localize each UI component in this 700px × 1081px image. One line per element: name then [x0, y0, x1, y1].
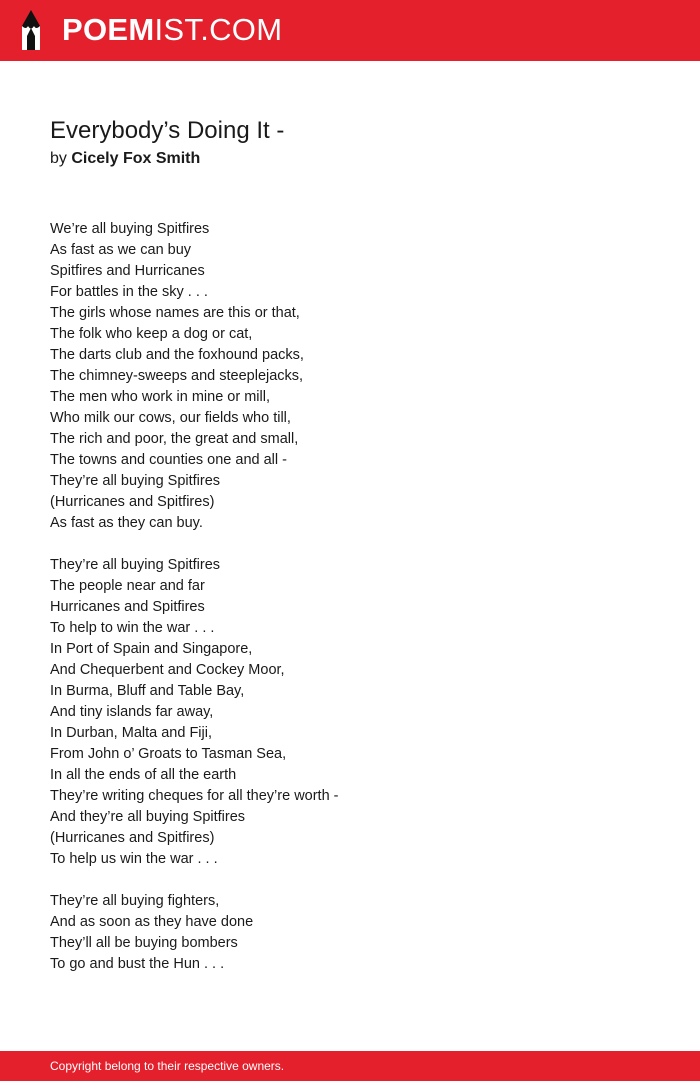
poem-line: For battles in the sky . . . [50, 284, 208, 300]
logo-text-bold: POEM [62, 12, 155, 47]
copyright-text: Copyright belong to their respective owners. [50, 1059, 285, 1073]
poem-line: In Port of Spain and Singapore, [50, 641, 253, 657]
poem-line: The rich and poor, the great and small, [50, 431, 299, 447]
poem-line: The men who work in mine or mill, [50, 389, 270, 405]
poem-line: The people near and far [50, 578, 205, 594]
poem-line: And they’re all buying Spitfires [50, 809, 246, 825]
poem-line: To help us win the war . . . [50, 851, 218, 867]
poem-line: In Burma, Bluff and Table Bay, [50, 683, 245, 699]
site-footer [0, 1051, 700, 1081]
poem-line: We’re all buying Spitfires [50, 221, 210, 237]
poem-line: They’re all buying Spitfires [50, 557, 221, 573]
logo-text-light: IST.COM [154, 12, 283, 47]
poem-line: The chimney-sweeps and steeplejacks, [50, 368, 304, 384]
poem-line: As fast as they can buy. [50, 515, 203, 531]
site-header [0, 0, 700, 61]
poem-line: Who milk our cows, our fields who till, [50, 410, 291, 426]
poem-line: And as soon as they have done [50, 914, 254, 930]
poem-stanza [50, 219, 339, 534]
poem-line: In Durban, Malta and Fiji, [50, 725, 212, 741]
poem-line: They’re writing cheques for all they’re worth - [50, 788, 339, 804]
poem-line: Hurricanes and Spitfires [50, 599, 205, 615]
poem-line: The darts club and the foxhound packs, [50, 347, 304, 363]
poem-line: In all the ends of all the earth [50, 767, 237, 783]
poem-title: Everybody’s Doing It - [50, 117, 285, 144]
site-logo-link[interactable] [62, 12, 282, 48]
poem-line: To help to win the war . . . [50, 620, 215, 636]
poem-line: The folk who keep a dog or cat, [50, 326, 253, 342]
poem-line: They’re all buying Spitfires [50, 473, 221, 489]
poem-line: Spitfires and Hurricanes [50, 263, 205, 279]
poem-line: (Hurricanes and Spitfires) [50, 494, 215, 510]
poem-line: From John o’ Groats to Tasman Sea, [50, 746, 287, 762]
poem-line: To go and bust the Hun . . . [50, 956, 225, 972]
poem-stanza [50, 555, 339, 870]
poem-line: (Hurricanes and Spitfires) [50, 830, 215, 846]
poem-stanza [50, 891, 339, 975]
poem-line: And Chequerbent and Cockey Moor, [50, 662, 285, 678]
poem-line: They’re all buying fighters, [50, 893, 220, 909]
poem-line: And tiny islands far away, [50, 704, 214, 720]
pencil-tip-icon [18, 9, 44, 51]
by-label: by [50, 150, 67, 167]
poem-line: They’ll all be buying bombers [50, 935, 238, 951]
poem-body [50, 219, 339, 996]
author-name: Cicely Fox Smith [71, 150, 201, 167]
poem-line: As fast as we can buy [50, 242, 192, 258]
poem-line: The girls whose names are this or that, [50, 305, 300, 321]
poem-line: The towns and counties one and all - [50, 452, 287, 468]
byline [50, 149, 200, 169]
